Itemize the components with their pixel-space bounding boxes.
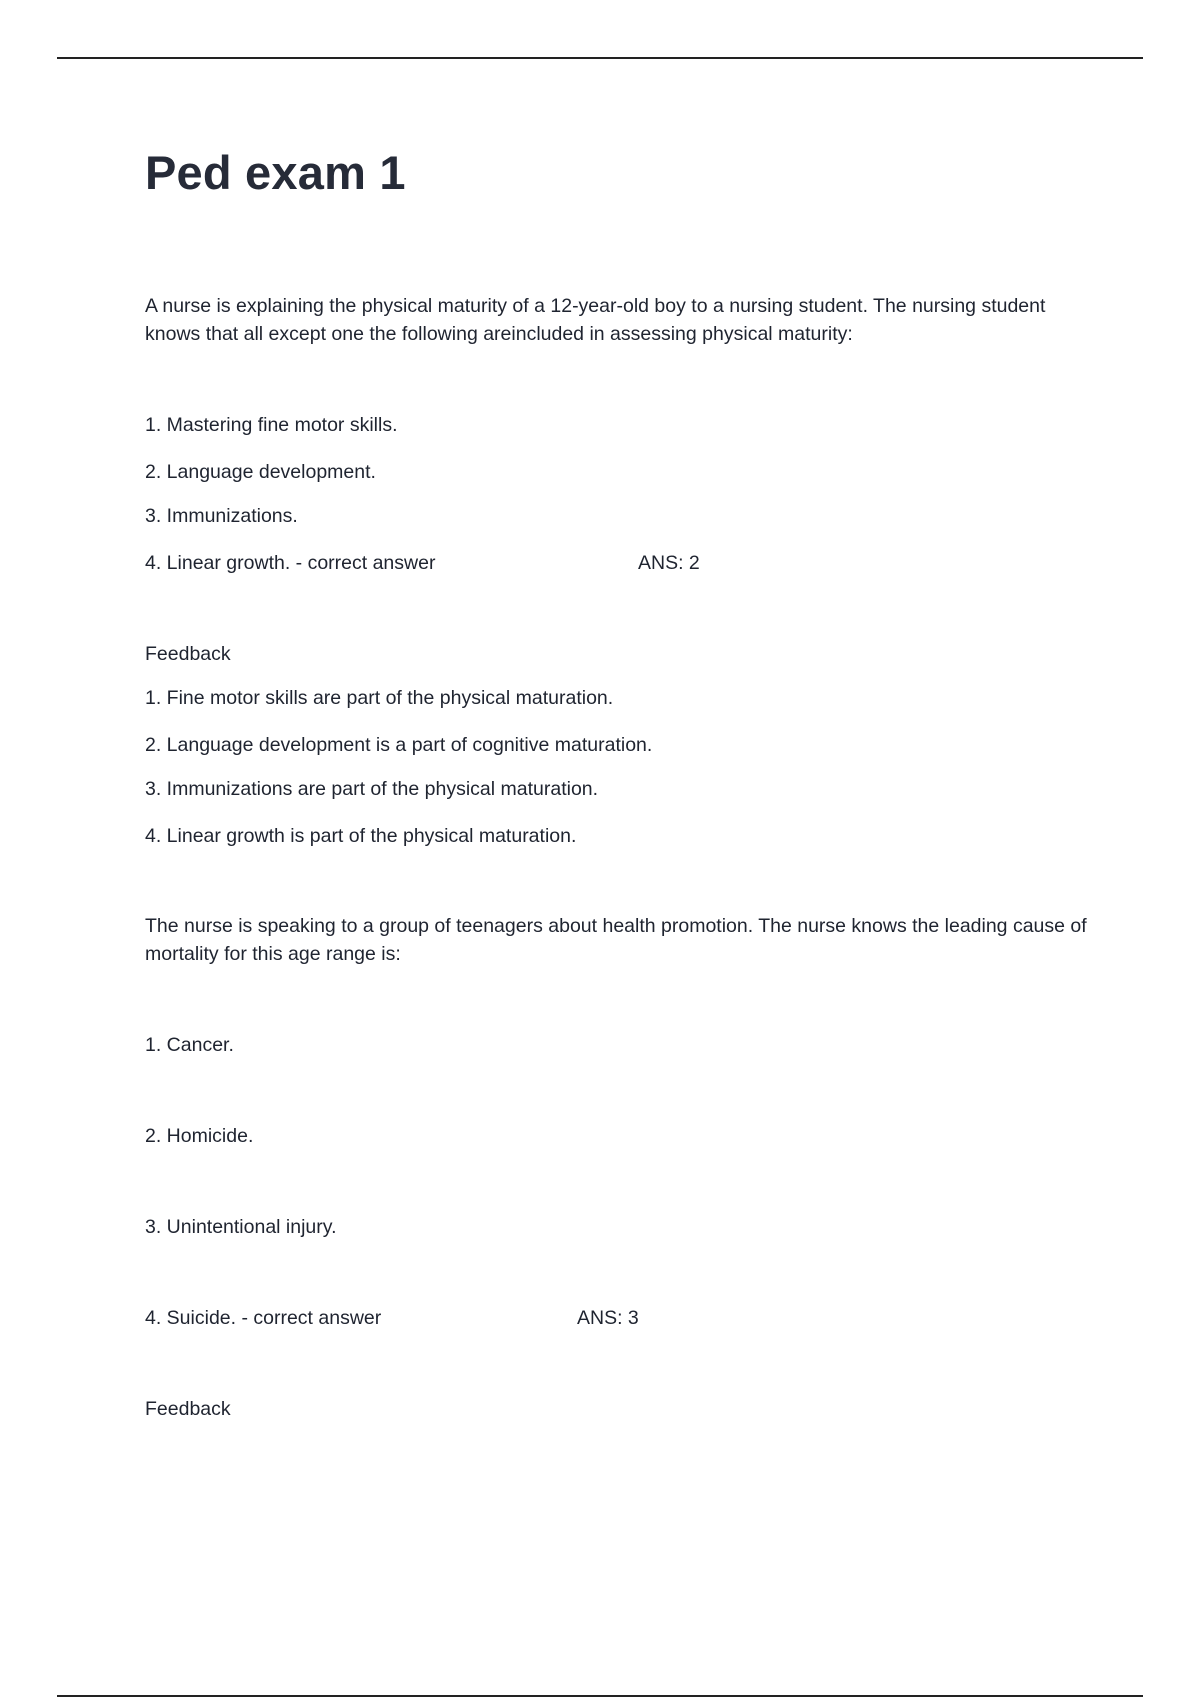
question-1-option-1: 1. Mastering fine motor skills. <box>145 414 398 436</box>
bottom-rule <box>57 1695 1143 1697</box>
question-1-stem: A nurse is explaining the physical maturity of a 12-year-old boy to a nursing student. The nursing student knows that all except one the following areincluded in assessing physical maturity: <box>145 295 1046 345</box>
question-2-feedback-label: Feedback <box>145 1398 231 1420</box>
question-1-feedback-2: 2. Language development is a part of cognitive maturation. <box>145 734 653 756</box>
question-1-option-4: 4. Linear growth. - correct answer <box>145 552 436 574</box>
question-1-feedback-4: 4. Linear growth is part of the physical maturation. <box>145 825 577 847</box>
question-2-option-4: 4. Suicide. - correct answer <box>145 1307 382 1329</box>
question-2-stem: The nurse is speaking to a group of teenagers about health promotion. The nurse knows the leading cause of mortality for this age range is: <box>145 915 1087 965</box>
question-1-feedback-1: 1. Fine motor skills are part of the physical maturation. <box>145 687 614 709</box>
page-title: Ped exam 1 <box>145 146 406 199</box>
question-2-option-2: 2. Homicide. <box>145 1125 254 1147</box>
question-1-option-3: 3. Immunizations. <box>145 505 298 527</box>
question-2-answer: ANS: 3 <box>577 1307 639 1329</box>
question-2-option-1: 1. Cancer. <box>145 1034 234 1056</box>
question-1-option-2: 2. Language development. <box>145 461 376 483</box>
question-1-feedback-label: Feedback <box>145 643 231 665</box>
question-2-option-3: 3. Unintentional injury. <box>145 1216 337 1238</box>
top-rule <box>57 57 1143 59</box>
question-1-answer: ANS: 2 <box>638 552 700 574</box>
question-1-feedback-3: 3. Immunizations are part of the physical maturation. <box>145 778 599 800</box>
